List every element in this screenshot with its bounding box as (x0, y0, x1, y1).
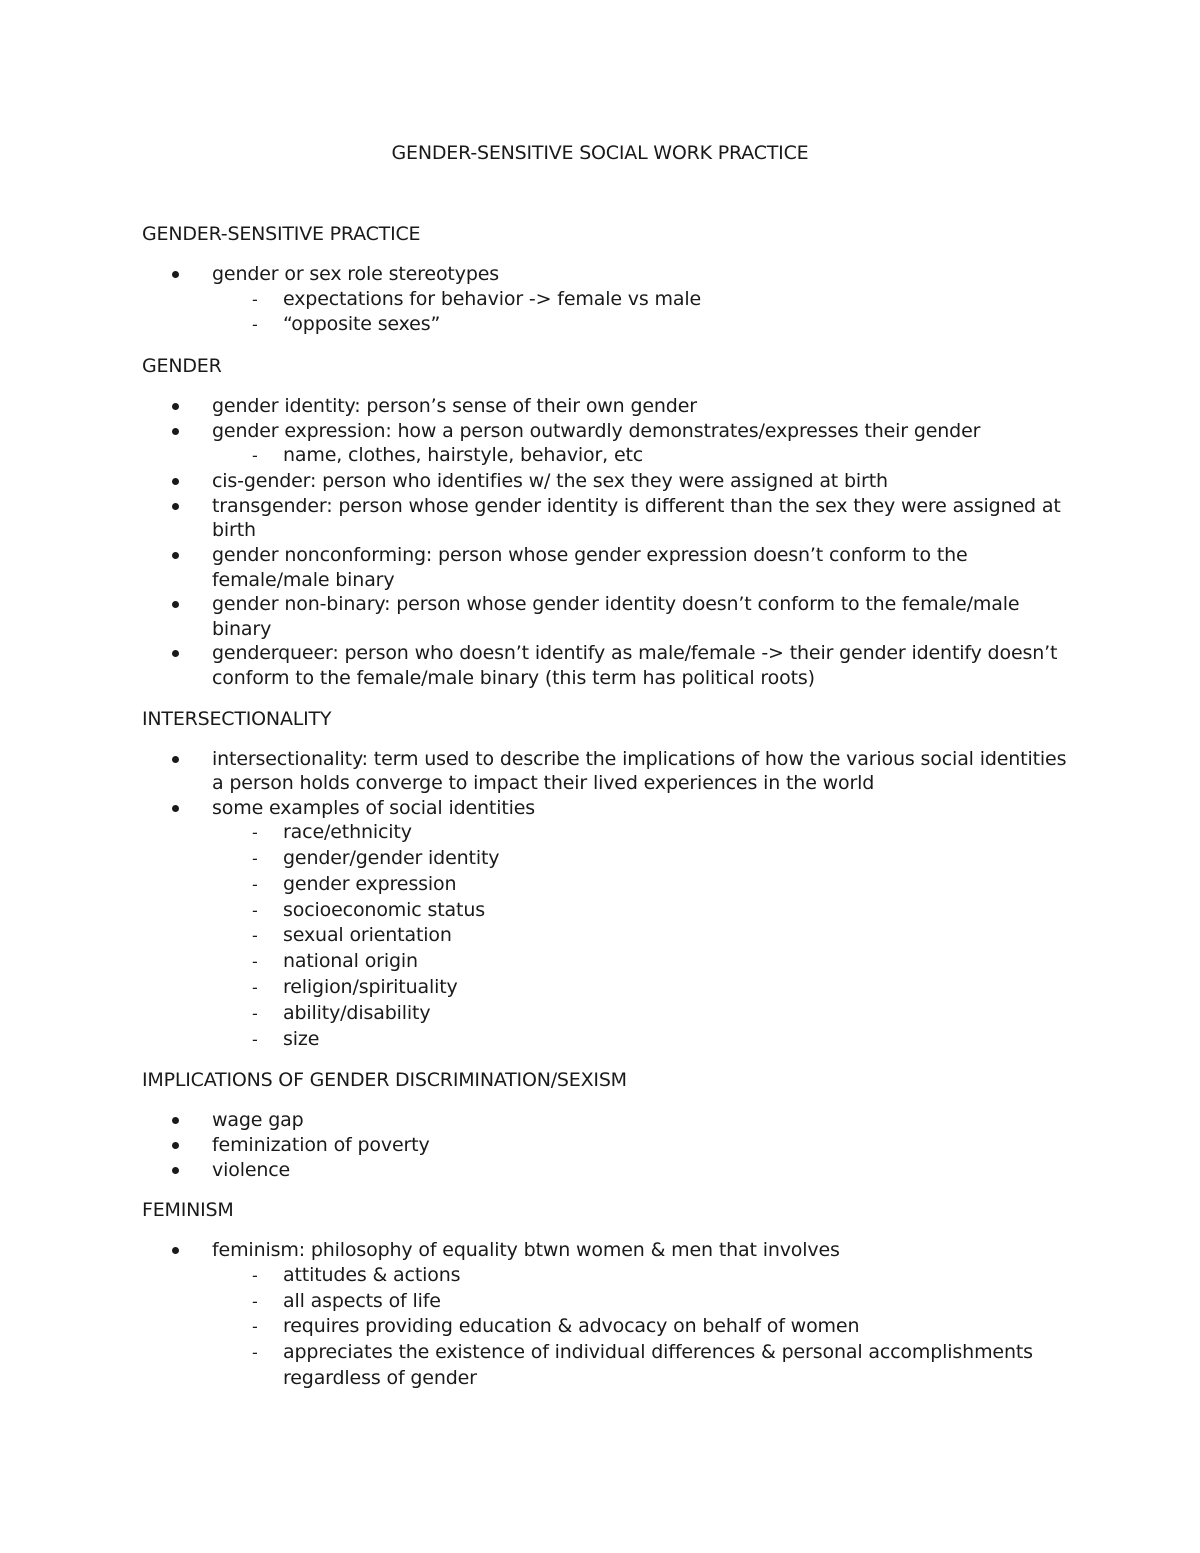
dash-item (212, 1027, 1072, 1053)
bullet-list (142, 1108, 1072, 1182)
bullet-text: violence (212, 1158, 291, 1181)
dash-text: requires providing education & advocacy on behalf of women (283, 1315, 860, 1338)
dash-icon: - (252, 952, 258, 972)
bullet-icon (172, 601, 179, 608)
bullet-item (142, 1108, 1072, 1133)
dash-icon: - (252, 874, 258, 894)
dash-item (212, 820, 1072, 846)
dash-list (212, 443, 1072, 469)
bullet-item (142, 1238, 1072, 1392)
bullet-item (142, 641, 1072, 690)
dash-icon: - (252, 849, 258, 869)
bullet-text: cis-gender: person who identifies w/ the sex they were assigned at birth (212, 470, 888, 493)
bullet-text: feminization of poverty (212, 1134, 430, 1157)
bullet-list (142, 747, 1072, 1053)
bullet-item (142, 543, 1072, 592)
bullet-icon (172, 650, 179, 657)
dash-text: ability/disability (283, 1001, 431, 1024)
bullet-text: gender non-binary: person whose gender identity doesn’t conform to the female/male binary (212, 593, 1020, 640)
dash-icon: - (252, 1343, 258, 1363)
bullet-icon (172, 271, 179, 278)
dash-icon: - (252, 1265, 258, 1285)
bullet-item (142, 796, 1072, 1053)
section (142, 1198, 1072, 1392)
dash-item (212, 1314, 1072, 1340)
bullet-item (142, 419, 1072, 469)
document-title: GENDER-SENSITIVE SOCIAL WORK PRACTICE (391, 142, 809, 164)
bullet-item (142, 262, 1072, 338)
dash-icon: - (252, 446, 258, 466)
dash-icon: - (252, 900, 258, 920)
dash-icon: - (252, 1029, 258, 1049)
bullet-text: intersectionality: term used to describe the implications of how the various social identities a person holds converge to impact their lived experiences in the world (212, 747, 1067, 795)
bullet-item (142, 394, 1072, 419)
bullet-list (142, 1238, 1072, 1392)
dash-item (212, 872, 1072, 898)
dash-icon: - (252, 289, 258, 309)
dash-text: gender expression (283, 872, 457, 895)
section (142, 707, 1072, 1053)
dash-icon: - (252, 823, 258, 843)
bullet-icon (172, 552, 179, 559)
dash-text: socioeconomic status (283, 898, 485, 921)
bullet-item (142, 592, 1072, 641)
dash-text: appreciates the existence of individual differences & personal accomplishments regardless of gender (283, 1341, 1033, 1390)
bullet-icon (172, 478, 179, 485)
dash-text: race/ethnicity (283, 821, 412, 844)
bullet-icon (172, 1117, 179, 1124)
dash-icon: - (252, 1003, 258, 1023)
dash-text: expectations for behavior -> female vs male (283, 287, 702, 310)
dash-text: name, clothes, hairstyle, behavior, etc (283, 444, 644, 467)
dash-item (212, 1340, 1072, 1392)
dash-item (212, 443, 1072, 469)
bullet-icon (172, 403, 179, 410)
section-heading: GENDER (142, 355, 222, 378)
bullet-text: gender identity: person’s sense of their own gender (212, 395, 697, 418)
dash-icon: - (252, 315, 258, 335)
bullet-text: gender nonconforming: person whose gender expression doesn’t conform to the female/male binary (212, 543, 968, 591)
bullet-text: gender expression: how a person outwardly demonstrates/expresses their gender (212, 419, 981, 442)
bullet-item (142, 494, 1072, 543)
bullet-text: some examples of social identities (212, 796, 536, 819)
dash-icon: - (252, 1317, 258, 1337)
dash-text: “opposite sexes” (283, 313, 441, 336)
dash-text: sexual orientation (283, 924, 452, 947)
bullet-icon (172, 428, 179, 435)
bullet-icon (172, 1247, 179, 1254)
dash-item (212, 312, 1072, 338)
bullet-item (142, 747, 1072, 796)
bullet-icon (172, 503, 179, 510)
section (142, 1068, 1072, 1182)
dash-list (212, 287, 1072, 339)
bullet-text: gender or sex role stereotypes (212, 263, 500, 285)
bullet-item (142, 469, 1072, 494)
dash-text: size (283, 1027, 320, 1050)
dash-item (212, 846, 1072, 872)
bullet-item (142, 1158, 1072, 1183)
bullet-text: genderqueer: person who doesn’t identify as male/female -> their gender identify doesn’t conform to the female/male binary (this term has political roots) (212, 642, 1058, 689)
section (142, 222, 1072, 338)
dash-item (212, 923, 1072, 949)
bullet-item (142, 1133, 1072, 1158)
dash-text: religion/spirituality (283, 976, 458, 999)
bullet-icon (172, 1167, 179, 1174)
dash-item (212, 898, 1072, 924)
bullet-text: transgender: person whose gender identity is different than the sex they were assigned at birth (212, 494, 1061, 542)
section (142, 354, 1072, 690)
bullet-list (142, 394, 1072, 690)
document-body (142, 222, 1072, 1408)
bullet-text: feminism: philosophy of equality btwn women & men that involves (212, 1239, 840, 1262)
dash-item (212, 287, 1072, 313)
dash-text: gender/gender identity (283, 847, 500, 870)
dash-list (212, 1263, 1072, 1392)
section-heading: IMPLICATIONS OF GENDER DISCRIMINATION/SEXISM (142, 1069, 627, 1092)
section-heading: INTERSECTIONALITY (142, 707, 332, 730)
dash-list (212, 820, 1072, 1052)
bullet-icon (172, 805, 179, 812)
dash-icon: - (252, 978, 258, 998)
section-heading: GENDER-SENSITIVE PRACTICE (142, 223, 421, 245)
bullet-icon (172, 1142, 179, 1149)
dash-text: attitudes & actions (283, 1263, 461, 1286)
bullet-icon (172, 756, 179, 763)
dash-item (212, 1289, 1072, 1315)
dash-text: national origin (283, 950, 418, 973)
section-heading: FEMINISM (142, 1199, 234, 1222)
dash-icon: - (252, 1291, 258, 1311)
dash-text: all aspects of life (283, 1289, 441, 1312)
dash-item (212, 949, 1072, 975)
dash-item (212, 1001, 1072, 1027)
dash-item (212, 1263, 1072, 1289)
bullet-text: wage gap (212, 1109, 304, 1132)
bullet-list (142, 262, 1072, 338)
dash-item (212, 975, 1072, 1001)
dash-icon: - (252, 926, 258, 946)
